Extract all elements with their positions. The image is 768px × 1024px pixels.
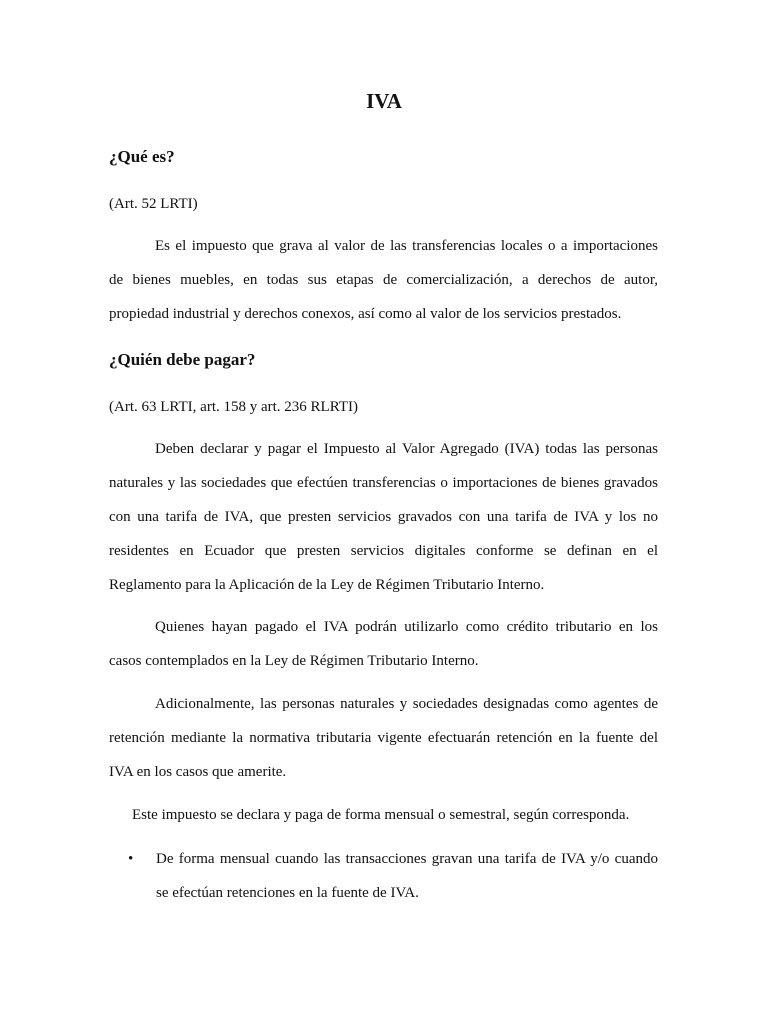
- paragraph-line: Es el impuesto que grava al valor de las transferencias locales o a importaciones: [155, 238, 658, 254]
- paragraph-line: casos contemplados en la Ley de Régimen Tributario Interno.: [109, 653, 479, 669]
- bullet-line: se efectúan retenciones en la fuente de IVA.: [156, 885, 419, 901]
- paragraph-line: naturales y las sociedades que efectúen transferencias o importaciones de bienes gravados: [109, 475, 658, 491]
- bullet-icon: •: [128, 851, 134, 867]
- paragraph-obligated-parties: [109, 439, 658, 609]
- paragraph-line: Quienes hayan pagado el IVA podrán utilizarlo como crédito tributario en los: [155, 619, 658, 635]
- paragraph-definition: [109, 236, 658, 338]
- section-heading-que-es: ¿Qué es?: [109, 147, 175, 166]
- paragraph-withholding-agents: [109, 694, 658, 796]
- paragraph-line: Deben declarar y pagar el Impuesto al Valor Agregado (IVA) todas las personas: [155, 441, 658, 457]
- paragraph-line: Reglamento para la Aplicación de la Ley de Régimen Tributario Interno.: [109, 577, 545, 593]
- document-title: IVA: [366, 89, 402, 113]
- paragraph-line: residentes en Ecuador que presten servicios digitales conforme se definan en el: [109, 543, 658, 559]
- paragraph-tax-credit: [109, 617, 658, 685]
- bullet-text: [156, 849, 658, 917]
- section-heading-quien-debe-pagar: ¿Quién debe pagar?: [109, 350, 256, 369]
- paragraph-line: con una tarifa de IVA, que presten servicios gravados con una tarifa de IVA y los no: [109, 509, 658, 525]
- paragraph-line: propiedad industrial y derechos conexos, así como al valor de los servicios prestados.: [109, 306, 622, 322]
- paragraph-line: de bienes muebles, en todas sus etapas de comercialización, a derechos de autor,: [109, 272, 658, 288]
- legal-reference-que-es: (Art. 52 LRTI): [109, 196, 198, 212]
- bullet-line: De forma mensual cuando las transacciones gravan una tarifa de IVA y/o cuando: [156, 851, 658, 867]
- paragraph-line: Adicionalmente, las personas naturales y sociedades designadas como agentes de: [155, 696, 658, 712]
- legal-reference-quien-debe-pagar: (Art. 63 LRTI, art. 158 y art. 236 RLRTI): [109, 399, 358, 415]
- paragraph-line: retención mediante la normativa tributaria vigente efectuarán retención en la fuente del: [109, 730, 658, 746]
- paragraph-filing-frequency: Este impuesto se declara y paga de forma mensual o semestral, según corresponda.: [132, 807, 630, 823]
- paragraph-line: IVA en los casos que amerite.: [109, 764, 287, 780]
